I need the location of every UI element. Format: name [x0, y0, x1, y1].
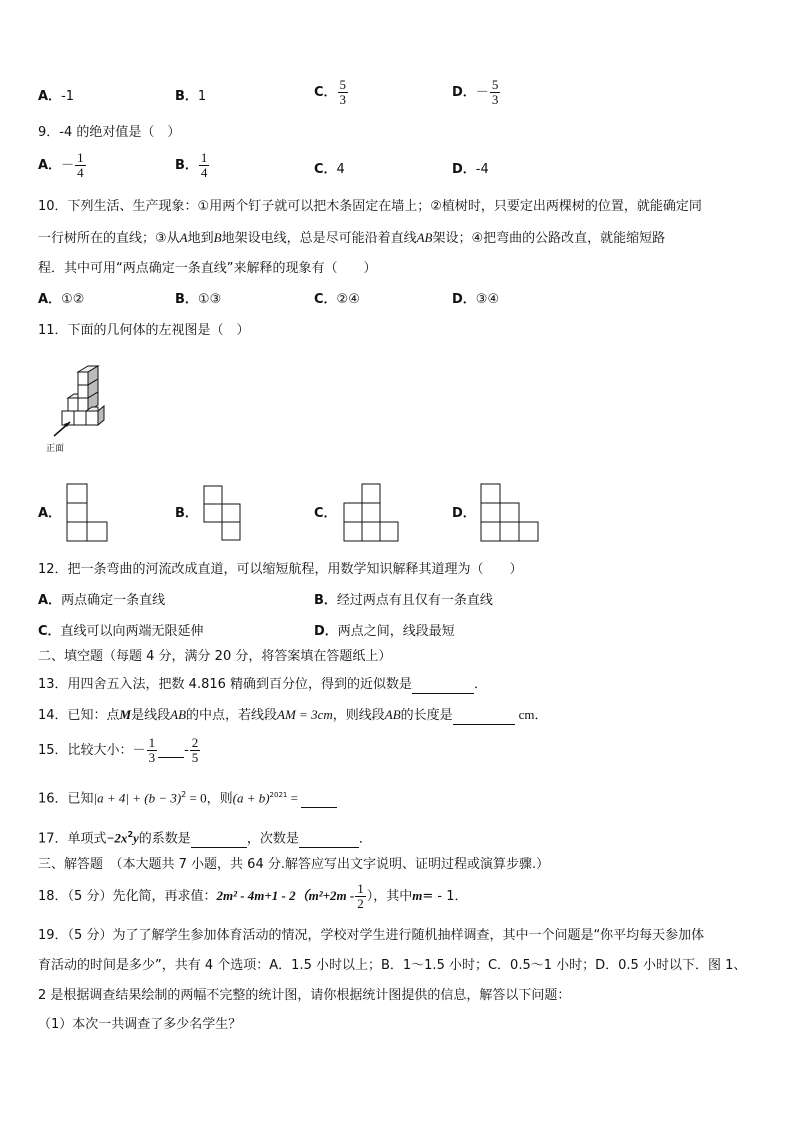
q11-option-d[interactable]: D． — [452, 506, 476, 521]
cube-stack-figure — [44, 364, 114, 444]
answer-blank[interactable] — [453, 710, 515, 725]
fraction: $\frac{1}{4}$ — [77, 150, 84, 180]
option-c-view — [343, 483, 403, 543]
section-3-heading: 三、解答题 （本大题共 7 小题，共 64 分.解答应写出文字说明、证明过程或演算步骤.） — [38, 857, 550, 872]
answer-blank[interactable] — [412, 679, 474, 694]
q14: 14．已知：点M是线段AB的中点，若线段AM = 3cm，则线段AB的长度是 cm． — [38, 707, 548, 723]
q8-option-a[interactable]: A．-1 — [38, 89, 75, 104]
q10-line2: 一行树所在的直线；③从A地到B地架设电线，总是尽可能沿着直线AB架设；④把弯曲的公路改直，就能缩短路 — [38, 230, 666, 246]
q8-option-d[interactable]: D．－ $\frac{5}{3}$ — [452, 77, 499, 107]
q8-option-c[interactable]: C． $\frac{5}{3}$ — [314, 77, 347, 107]
fraction: $\frac{1}{3}$ — [148, 735, 156, 765]
q9-option-a[interactable]: A．－ $\frac{1}{4}$ — [38, 150, 84, 180]
answer-blank[interactable] — [301, 793, 337, 808]
answer-blank[interactable] — [299, 833, 359, 848]
option-a-view — [66, 483, 110, 543]
q9-option-d[interactable]: D．-4 — [452, 162, 489, 177]
q16: 16．已知$|a + 4| + (b - 3)^2 = 0$，则$(a + b)^{2021}$ = — [38, 786, 337, 808]
q12-option-a[interactable]: A．两点确定一条直线 — [38, 593, 166, 608]
section-2-heading: 二、填空题（每题 4 分，满分 20 分，将答案填在答题纸上） — [38, 649, 392, 664]
front-label: 正面 — [46, 444, 65, 454]
q9-option-c[interactable]: C．4 — [314, 162, 345, 177]
q8-option-b[interactable]: B．1 — [175, 89, 207, 104]
q19-line2: 育活动的时间是多少”，共有 4 个选项：A．1.5 小时以上；B．1～1.5 小时；C．0.5～1 小时；D．0.5 小时以下．图 1、 — [38, 958, 747, 973]
q10-option-b[interactable]: B．①③ — [175, 292, 222, 307]
fraction: $\frac{2}{5}$ — [191, 735, 199, 765]
q11-option-b[interactable]: B． — [175, 506, 198, 521]
q13: 13．用四舍五入法，把数 4.816 精确到百分位，得到的近似数是 ． — [38, 677, 488, 692]
q11-option-a[interactable]: A． — [38, 506, 62, 521]
q10-option-a[interactable]: A．①② — [38, 292, 85, 307]
answer-blank[interactable] — [191, 833, 247, 848]
option-b-view — [203, 485, 243, 541]
q19-sub1: （1）本次一共调查了多少名学生？ — [38, 1017, 242, 1032]
q15: 15．比较大小：－ $\frac{1}{3}$ - $\frac{2}{5}$ — [38, 735, 199, 765]
fraction: $\frac{1}{2}$ — [357, 881, 364, 911]
q10-line3: 程．其中可用“两点确定一条直线”来解释的现象有（ ） — [38, 261, 377, 276]
q10-option-d[interactable]: D．③④ — [452, 292, 500, 307]
q12-option-d[interactable]: D．两点之间，线段最短 — [314, 624, 455, 639]
q12-option-c[interactable]: C．直线可以向两端无限延伸 — [38, 624, 204, 639]
q10-option-c[interactable]: C．②④ — [314, 292, 360, 307]
q11-stem: 11．下面的几何体的左视图是（ ） — [38, 323, 250, 338]
q18: 18．（5 分）先化简，再求值：2m² - 4m+1 - 2（m²+2m - $\frac{1}{2}$ ），其中m= - 1． — [38, 881, 468, 911]
q10-line1: 10．下列生活、生产现象：①用两个钉子就可以把木条固定在墙上；②植树时，只要定出两棵树的位置，就能确定同 — [38, 199, 702, 214]
q12-stem: 12．把一条弯曲的河流改成直道，可以缩短航程，用数学知识解释其道理为（ ） — [38, 562, 523, 577]
q19-line3: 2 是根据调查结果绘制的两幅不完整的统计图，请你根据统计图提供的信息，解答以下问题： — [38, 988, 571, 1003]
fraction: $\frac{5}{3}$ — [491, 77, 499, 107]
q12-option-b[interactable]: B．经过两点有且仅有一条直线 — [314, 593, 493, 608]
q19-line1: 19．（5 分）为了了解学生参加体育活动的情况，学校对学生进行随机抽样调查，其中一个问题是“你平均每天参加体 — [38, 928, 705, 943]
q9-option-b[interactable]: B． $\frac{1}{4}$ — [175, 150, 208, 180]
answer-blank[interactable] — [158, 743, 184, 758]
q17: 17．单项式$-2x^2y$的系数是 ，次数是 ． — [38, 830, 372, 847]
fraction: $\frac{1}{4}$ — [200, 150, 208, 180]
option-d-view — [480, 483, 542, 543]
fraction: $\frac{5}{3}$ — [339, 77, 347, 107]
q9-stem: 9．-4 的绝对值是（ ） — [38, 125, 181, 140]
q11-option-c[interactable]: C． — [314, 506, 337, 521]
